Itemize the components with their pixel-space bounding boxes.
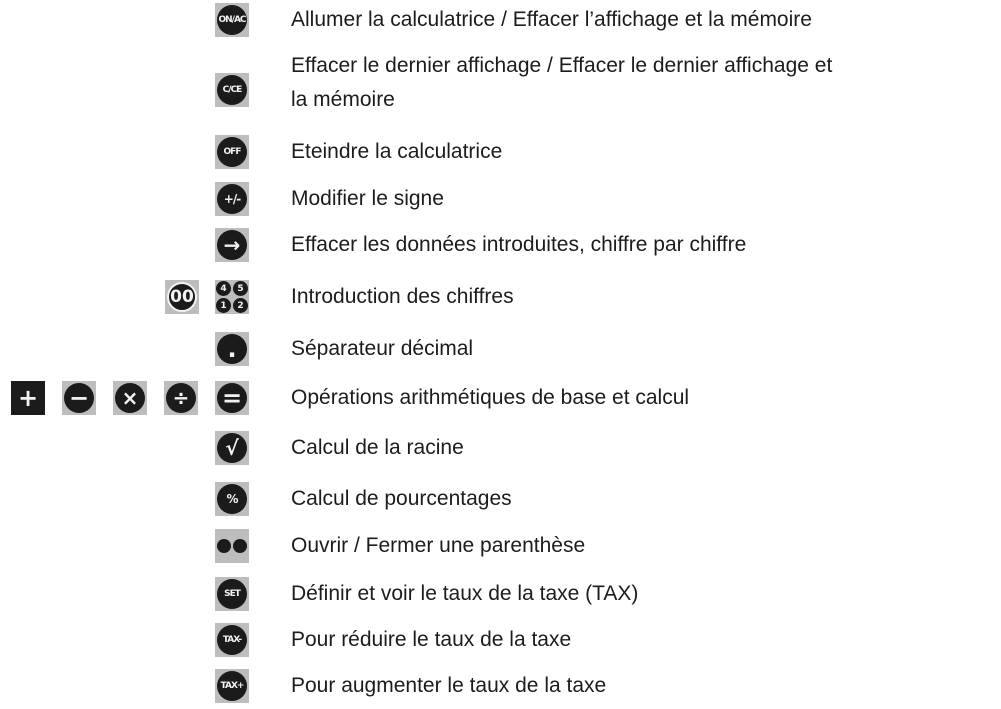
minus-key-icon	[62, 381, 96, 415]
digit-4-key: 4	[216, 281, 231, 296]
decimal-point-key-icon	[215, 332, 249, 366]
digit-5-key: 5	[233, 281, 248, 296]
arrow-right-key-icon	[215, 228, 249, 262]
backspace-description: Effacer les données introduites, chiffre par chiffre	[291, 233, 747, 256]
digits-description: Introduction des chiffres	[291, 285, 514, 308]
set-key-icon	[215, 577, 249, 611]
tax-minus-description: Pour réduire le taux de la taxe	[291, 628, 572, 651]
digit-2-key: 2	[233, 298, 248, 313]
c-ce-key-icon	[215, 73, 249, 107]
c-ce-description-line-1: Effacer le dernier affichage / Effacer le dernier affichage et	[291, 54, 833, 77]
equals-key-icon	[215, 381, 249, 415]
decimal-description: Séparateur décimal	[291, 337, 474, 360]
close-paren-key	[233, 539, 247, 553]
on-ac-key-icon	[215, 3, 249, 37]
sign-description: Modifier le signe	[291, 187, 444, 210]
tax-minus-key-label: TAX-	[217, 625, 247, 655]
plus-minus-key-icon	[215, 182, 249, 216]
sqrt-key-label: √	[217, 433, 247, 463]
multiply-key-icon	[113, 381, 147, 415]
digit-1-key: 1	[216, 298, 231, 313]
multiply-key-label: ×	[115, 383, 145, 413]
sqrt-description: Calcul de la racine	[291, 436, 464, 459]
c-ce-key-label: C/CE	[217, 75, 247, 105]
digit-keys-icon	[215, 280, 249, 314]
plus-minus-key-label: +/-	[217, 184, 247, 214]
c-ce-description-line-2: la mémoire	[291, 88, 395, 111]
decimal-key-label: .	[217, 334, 247, 364]
parentheses-description: Ouvrir / Fermer une parenthèse	[291, 534, 586, 557]
divide-key-label: ÷	[166, 383, 196, 413]
double-zero-key-icon	[165, 280, 199, 314]
tax-minus-key-icon	[215, 623, 249, 657]
tax-plus-key-label: TAX+	[217, 671, 247, 701]
square-root-key-icon	[215, 431, 249, 465]
percent-key-icon	[215, 482, 249, 516]
divide-key-icon	[164, 381, 198, 415]
off-description: Eteindre la calculatrice	[291, 140, 503, 163]
on-ac-key-label: ON/AC	[217, 5, 247, 35]
arithmetic-description: Opérations arithmétiques de base et calcul	[291, 386, 690, 409]
off-key-icon	[215, 135, 249, 169]
percent-key-label: %	[217, 484, 247, 514]
tax-plus-key-icon	[215, 669, 249, 703]
arrow-key-label: →	[217, 230, 247, 260]
on-ac-description: Allumer la calculatrice / Effacer l’affichage et la mémoire	[291, 8, 812, 31]
off-key-label: OFF	[217, 137, 247, 167]
percent-description: Calcul de pourcentages	[291, 487, 512, 510]
double-zero-key-label: 00	[167, 282, 197, 312]
tax-plus-description: Pour augmenter le taux de la taxe	[291, 674, 607, 697]
minus-key-label: −	[64, 383, 94, 413]
equals-key-label: =	[217, 383, 247, 413]
plus-key-icon	[11, 381, 45, 415]
set-key-label: SET	[217, 579, 247, 609]
open-paren-key	[217, 539, 231, 553]
plus-key-label: +	[17, 384, 39, 412]
parentheses-keys-icon	[215, 529, 249, 563]
set-description: Définir et voir le taux de la taxe (TAX)	[291, 582, 639, 605]
